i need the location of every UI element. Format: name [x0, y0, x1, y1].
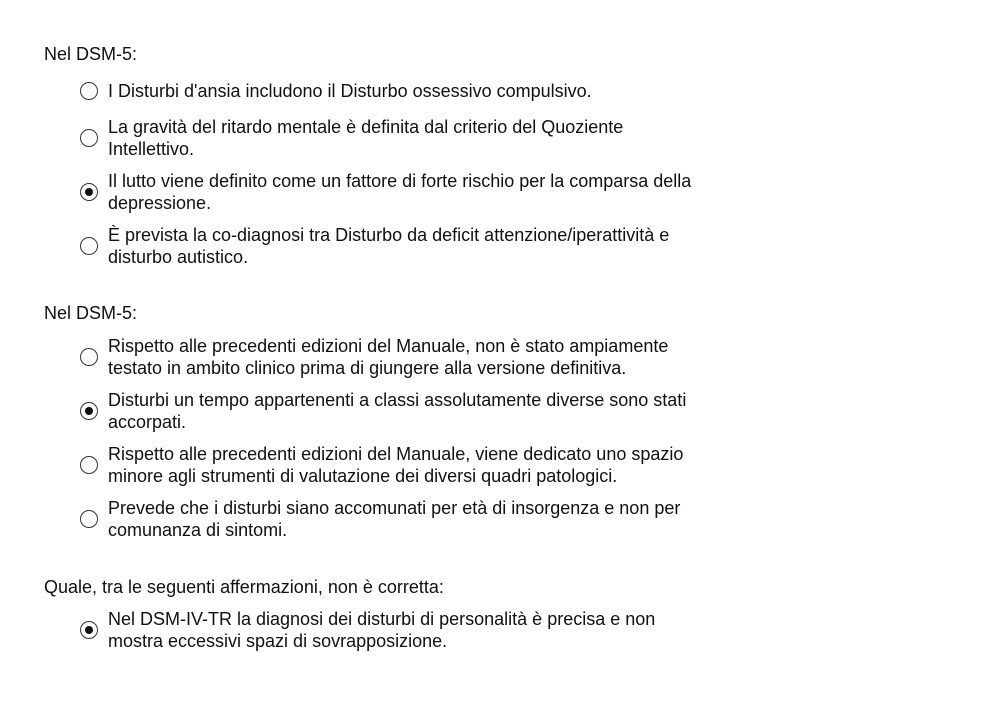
- answer-text: Prevede che i disturbi siano accomunati per età di insorgenza e non per comunanza di sintomi.: [108, 498, 681, 540]
- radio-button[interactable]: [80, 348, 98, 366]
- question-title: Quale, tra le seguenti affermazioni, non è corretta:: [44, 577, 444, 597]
- question-title: Nel DSM-5:: [44, 303, 138, 323]
- answer-option[interactable]: [80, 608, 740, 652]
- answer-text: Rispetto alle precedenti edizioni del Manuale, viene dedicato uno spazio minore agli strumenti di valutazione dei diversi quadri patologici.: [108, 444, 684, 486]
- radio-button[interactable]: [80, 621, 98, 639]
- radio-button[interactable]: [80, 129, 98, 147]
- answer-text: Disturbi un tempo appartenenti a classi assolutamente diverse sono stati accorpati.: [108, 390, 687, 432]
- answer-text: Rispetto alle precedenti edizioni del Manuale, non è stato ampiamente testato in ambito clinico prima di giungere alla versione definitiva.: [108, 336, 669, 378]
- answer-text: Il lutto viene definito come un fattore di forte rischio per la comparsa della depressione.: [108, 171, 692, 213]
- answer-option[interactable]: [80, 116, 740, 160]
- answer-text: La gravità del ritardo mentale è definita dal criterio del Quoziente Intellettivo.: [108, 117, 624, 159]
- answer-option[interactable]: [80, 335, 740, 379]
- answer-option[interactable]: [80, 80, 740, 102]
- answer-option[interactable]: [80, 389, 740, 433]
- radio-button[interactable]: [80, 456, 98, 474]
- question-title: Nel DSM-5:: [44, 44, 138, 64]
- answer-option[interactable]: [80, 443, 740, 487]
- answer-option[interactable]: [80, 497, 740, 541]
- answer-option[interactable]: [80, 224, 740, 268]
- answer-text: È prevista la co-diagnosi tra Disturbo da deficit attenzione/iperattività e disturbo autistico.: [108, 225, 670, 267]
- radio-button[interactable]: [80, 82, 98, 100]
- radio-button[interactable]: [80, 237, 98, 255]
- answer-option[interactable]: [80, 170, 740, 214]
- answer-text: Nel DSM-IV-TR la diagnosi dei disturbi di personalità è precisa e non mostra eccessivi spazi di sovrapposizione.: [108, 609, 656, 651]
- radio-button[interactable]: [80, 402, 98, 420]
- radio-button[interactable]: [80, 183, 98, 201]
- radio-button[interactable]: [80, 510, 98, 528]
- answer-text: I Disturbi d'ansia includono il Disturbo ossessivo compulsivo.: [108, 81, 592, 101]
